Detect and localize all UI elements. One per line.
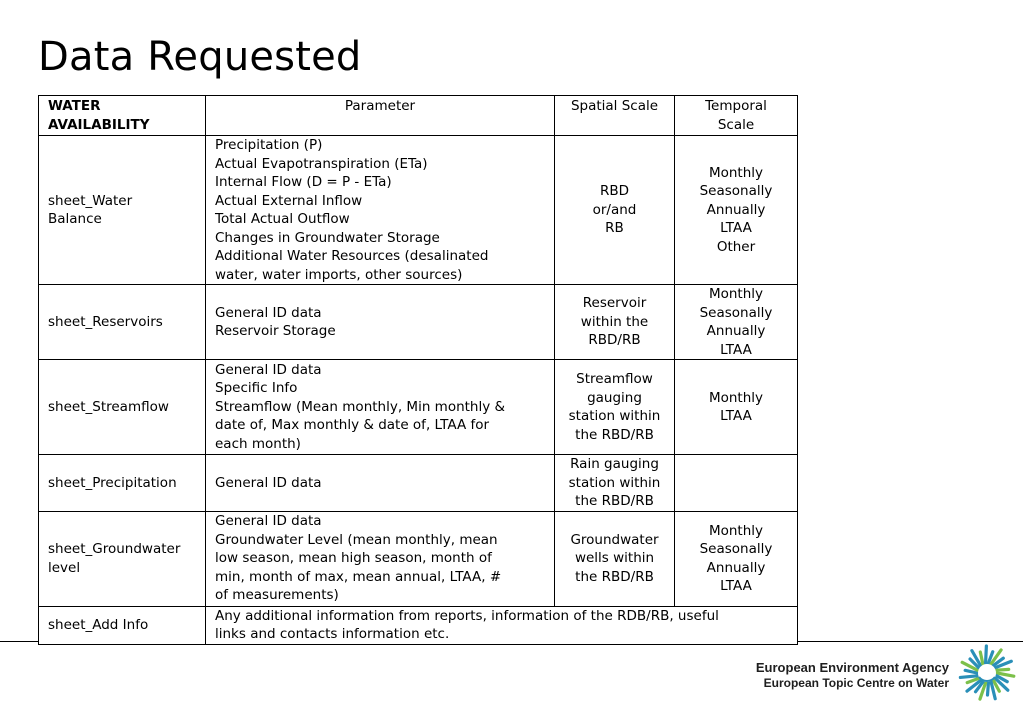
table-row (39, 455, 798, 512)
row-spatial-scale: Streamflow gauging station within the RBD/RB (555, 360, 675, 455)
row-sheet-name: sheet_Water Balance (39, 136, 206, 285)
agency-name: European Environment Agency (755, 660, 949, 675)
row-temporal-scale: Monthly Seasonally Annually LTAA (675, 511, 798, 606)
row-spatial-scale: Rain gauging station within the RBD/RB (555, 455, 675, 512)
row-parameters: General ID data Reservoir Storage (206, 285, 555, 360)
row-temporal-scale: Monthly LTAA (675, 360, 798, 455)
row-sheet-name: sheet_Reservoirs (39, 285, 206, 360)
logo-ray (997, 669, 1009, 670)
data-requested-table (38, 95, 798, 645)
table-row (39, 136, 798, 285)
table-row (39, 360, 798, 455)
header-parameter: Parameter (206, 96, 555, 136)
page-title: Data Requested (38, 34, 362, 80)
row-parameters: Precipitation (P) Actual Evapotranspiration (ETa) Internal Flow (D = P - ETa) Actual External Inflow Total Actual Outflow Changes in Groundwater Storage Additional Water Resources (desalinated water, water imports, other sources) (206, 136, 555, 285)
logo-ray (980, 652, 983, 664)
header-temporal-scale: Temporal Scale (675, 96, 798, 136)
row-parameters: General ID data (206, 455, 555, 512)
table-header-row (39, 96, 798, 136)
row-sheet-name: sheet_Groundwater level (39, 511, 206, 606)
row-parameters: General ID data Groundwater Level (mean monthly, mean low season, mean high season, month of min, month of max, mean annual, LTAA, # of measurements) (206, 511, 555, 606)
row-spatial-scale: RBD or/and RB (555, 136, 675, 285)
row-sheet-name: sheet_Streamflow (39, 360, 206, 455)
row-temporal-scale: Monthly Seasonally Annually LTAA Other (675, 136, 798, 285)
row-parameters: General ID data Specific Info Streamflow (Mean monthly, Min monthly & date of, Max monthly & date of, LTAA for each month) (206, 360, 555, 455)
table-row (39, 511, 798, 606)
eea-sun-logo-icon (958, 644, 1016, 702)
table-row (39, 285, 798, 360)
footer-rule-left (0, 641, 38, 642)
row-temporal-scale (675, 455, 798, 512)
row-temporal-scale: Monthly Seasonally Annually LTAA (675, 285, 798, 360)
header-spatial-scale: Spatial Scale (555, 96, 675, 136)
row-spatial-scale: Reservoir within the RBD/RB (555, 285, 675, 360)
header-category: WATER AVAILABILITY (39, 96, 206, 136)
row-spatial-scale: Groundwater wells within the RBD/RB (555, 511, 675, 606)
logo-ray (960, 676, 977, 678)
topic-centre-name: European Topic Centre on Water (763, 676, 949, 690)
row-parameters: Any additional information from reports, information of the RDB/RB, useful links and contacts information etc. (206, 606, 798, 644)
footer-rule-right (797, 641, 1023, 642)
table-row (39, 606, 798, 644)
row-sheet-name: sheet_Precipitation (39, 455, 206, 512)
logo-ray (986, 646, 987, 663)
footer-branding (756, 660, 949, 691)
row-sheet-name: sheet_Add Info (39, 606, 206, 644)
logo-ray (988, 683, 989, 695)
